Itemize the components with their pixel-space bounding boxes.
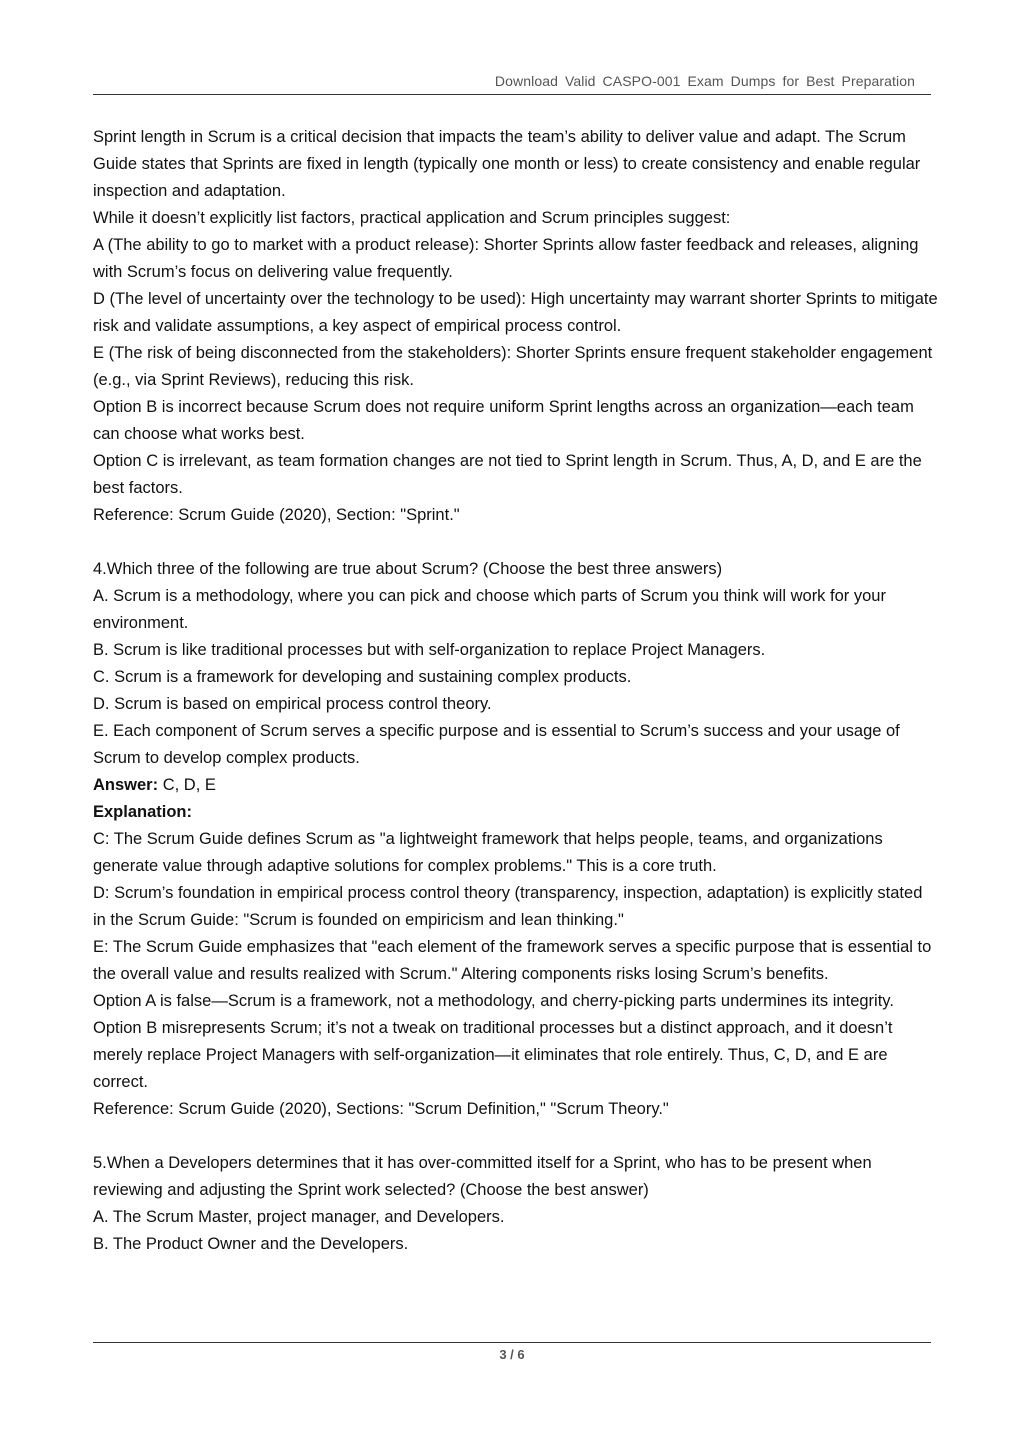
- intro-reference: Reference: Scrum Guide (2020), Section: "Sprint.": [93, 506, 460, 524]
- question-5-option-a: A. The Scrum Master, project manager, and Developers.: [93, 1208, 505, 1226]
- page-number: 3 / 6: [499, 1347, 525, 1362]
- intro-paragraph: D (The level of uncertainty over the technology to be used): High uncertainty may warrant shorter Sprints to mitigate risk and validate assumptions, a key aspect of empirical process control.: [93, 290, 938, 335]
- explanation-heading: [93, 799, 938, 826]
- question-4-text: 4.Which three of the following are true about Scrum? (Choose the best three answers): [93, 560, 723, 578]
- explanation-paragraph: Option B misrepresents Scrum; it’s not a tweak on traditional processes but a distinct approach, and it doesn’t merely replace Project Managers with self-organization—it eliminates that role entirely. Thus, C, D, and E are correct.: [93, 1019, 893, 1091]
- question-5-text: 5.When a Developers determines that it has over-committed itself for a Sprint, who has to be present when reviewing and adjusting the Sprint work selected? (Choose the best answer): [93, 1154, 872, 1199]
- question-4-answer: [93, 772, 938, 799]
- question-4-option-b: B. Scrum is like traditional processes but with self-organization to replace Project Managers.: [93, 641, 766, 659]
- intro-paragraph: E (The risk of being disconnected from the stakeholders): Shorter Sprints ensure frequent stakeholder engagement (e.g., via Sprint Reviews), reducing this risk.: [93, 344, 933, 389]
- explanation-reference: Reference: Scrum Guide (2020), Sections: "Scrum Definition," "Scrum Theory.": [93, 1100, 669, 1118]
- page-header-text: Download Valid CASPO-001 Exam Dumps for Best Preparation: [494, 73, 915, 89]
- explanation-paragraph: Option A is false—Scrum is a framework, not a methodology, and cherry-picking parts undermines its integrity.: [93, 992, 894, 1010]
- header-divider: [93, 94, 931, 95]
- intro-paragraph: Sprint length in Scrum is a critical decision that impacts the team’s ability to deliver value and adapt. The Scrum Guide states that Sprints are fixed in length (typically one month or less) to create consistency and enable regular inspection and adaptation.: [93, 128, 921, 200]
- document-body: [93, 124, 938, 1258]
- explanation-paragraph: C: The Scrum Guide defines Scrum as "a lightweight framework that helps people, teams, and organizations generate value through adaptive solutions for complex problems." This is a core truth.: [93, 830, 883, 875]
- question-4-option-c: C. Scrum is a framework for developing and sustaining complex products.: [93, 668, 632, 686]
- section-gap: [93, 1123, 938, 1150]
- answer-value: C, D, E: [158, 776, 216, 794]
- question-4-option-e: E. Each component of Scrum serves a specific purpose and is essential to Scrum’s success and your usage of Scrum to develop complex products.: [93, 722, 900, 767]
- explanation-paragraph: E: The Scrum Guide emphasizes that "each element of the framework serves a specific purpose that is essential to the overall value and results realized with Scrum." Altering components risks losing Scrum’s benefits.: [93, 938, 932, 983]
- intro-paragraph: While it doesn’t explicitly list factors, practical application and Scrum principles suggest:: [93, 209, 731, 227]
- intro-paragraph: Option C is irrelevant, as team formation changes are not tied to Sprint length in Scrum. Thus, A, D, and E are the best factors.: [93, 452, 922, 497]
- answer-label: Answer:: [93, 776, 159, 794]
- question-5-option-b: B. The Product Owner and the Developers.: [93, 1235, 409, 1253]
- intro-paragraph: Option B is incorrect because Scrum does not require uniform Sprint lengths across an organization—each team can choose what works best.: [93, 398, 914, 443]
- footer-divider: [93, 1342, 931, 1343]
- question-4-option-a: A. Scrum is a methodology, where you can pick and choose which parts of Scrum you think will work for your environment.: [93, 587, 886, 632]
- explanation-paragraph: D: Scrum’s foundation in empirical process control theory (transparency, inspection, adaptation) is explicitly stated in the Scrum Guide: "Scrum is founded on empiricism and lean thinking.": [93, 884, 923, 929]
- explanation-label: Explanation:: [93, 803, 193, 821]
- question-4-option-d: D. Scrum is based on empirical process control theory.: [93, 695, 492, 713]
- section-gap: [93, 529, 938, 556]
- intro-paragraph: A (The ability to go to market with a product release): Shorter Sprints allow faster feedback and releases, aligning with Scrum’s focus on delivering value frequently.: [93, 236, 919, 281]
